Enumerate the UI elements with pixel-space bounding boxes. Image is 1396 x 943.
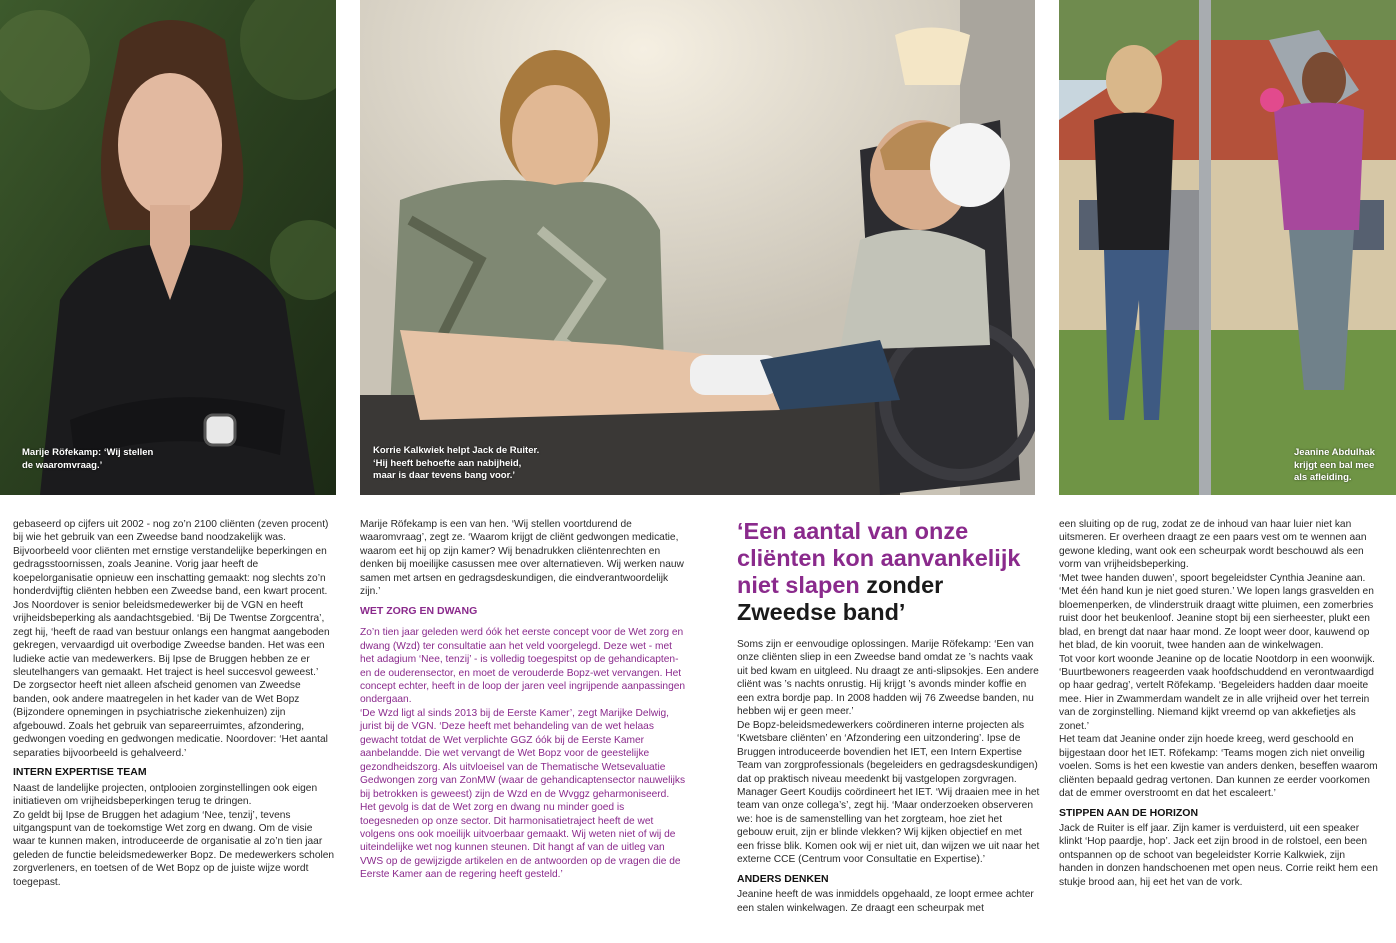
caption-line: de waaromvraag.’ — [22, 459, 103, 471]
caption-line: ‘Hij heeft behoefte aan nabijheid, — [373, 457, 522, 469]
section-heading: ANDERS DENKEN — [737, 872, 829, 885]
paragraph: Jack de Ruiter is elf jaar. Zijn kamer is verduisterd, uit een speaker klinkt ‘Hop paardje, hop’. Jack eet zijn brood in de rolstoel, een been ontspannen op de schoot van begeleidster Korrie Kalkwiek, zijn handen in donzen handschoenen met open neus. Corrie reikt hem een stukje brood aan, hij eet het van de vork. — [1059, 822, 1378, 888]
paragraph: Zo geldt bij Ipse de Bruggen het adagium ‘Nee, tenzij’, tevens uitgangspunt van de toekomstige Wet zorg en dwang. Om de visie waar te kunnen maken, introduceerde de organisatie al zo’n tien jaar geleden de functie beleidsmedewerker Bopz. De medewerkers scholen zorgverleners, en toetsen of de Wet Bopz op de juiste wijze wordt toegepast. — [13, 809, 335, 888]
section-heading: STIPPEN AAN DE HORIZON — [1059, 806, 1199, 819]
highlight-paragraph: ‘De Wzd ligt al sinds 2013 bij de Eerste Kamer’, zegt Marijke Delwig, jurist bij de VGN. ‘Deze heeft met behandeling van de wet helaas gewacht totdat de Wet verplichte GGZ óók bij de Eerste Kamer aanbelandde. Die wet vervangt de Wet Bopz voor de geestelijke gezondheidszorg. Als uitvloeisel van de Thematische Wetsevaluatie Gedwongen zorg van ZonMW (waar de gehandicaptensector nauwelijks bij betrokken is geweest) zijn de Wzd en de Wvggz geharmoniseerd. Het gevolg is dat de Wet zorg en dwang nu minder goed is toegesneden op onze sector. Dit harmonisatietraject heeft de wet volgens ons ook moeilijk uitvoerbaar gemaakt. Wij weten niet of wij de uiteindelijke wet nog kunnen steunen. Dit hangt af van de uitleg van VWS op de gewijzigde artikelen en de antwoorden op de vragen die de Eerste Kamer aan de regering heeft gesteld.’ — [360, 707, 686, 881]
caption-line: maar is daar tevens bang voor.’ — [373, 470, 516, 481]
caption-line: Marije Röfekamp: ‘Wij stellen — [22, 447, 154, 458]
photo-marije-rofekamp — [0, 0, 336, 495]
pull-quote-rest: zonder Zweedse band’ — [737, 572, 944, 625]
pull-quote — [737, 518, 1040, 626]
paragraph: ‘Met twee handen duwen’, spoort begeleidster Cynthia Jeanine aan. ‘Met één hand kun je niet goed sturen.’ We lopen langs grasvelden en bloemenperken, de vlinderstruik draagt witte pluimen, een zomerbries ruist door het beukenloof. Jeanine stopt bij een sierheester, plukt een blad, en brengt dat naar haar mond. Ze loopt weer door, kauwend op het blad, de kin vooruit, twee handen aan de winkelwagen. — [1059, 572, 1374, 652]
photo-jeanine-abdulhak — [1059, 0, 1396, 495]
caption-line: Jeanine Abdulhak — [1294, 447, 1375, 458]
paragraph: Marije Röfekamp is een van hen. ‘Wij stellen voortdurend de waaromvraag’, zegt ze. ‘Waarom krijgt de cliënt gedwongen medicatie, waarom eet hij op zijn kamer? Wij benadrukken cliëntenrechten en denken bij moeilijke casussen mee over alternatieven. Wij werken nauw samen met artsen en gedragsdeskundigen, die eindverantwoordelijk zijn.’ — [360, 519, 684, 598]
paragraph: gebaseerd op cijfers uit 2002 - nog zo’n 2100 cliënten (zeven procent) bij wie het gebruik van een Zweedse band noodzakelijk was. Bijvoorbeeld voor cliënten met ernstige verstandelijke beperkingen en gedragsstoornissen, zoals Jeanine. Vorig jaar heeft de koepelorganisatie opnieuw een inschatting gemaakt: nog slechts zo’n honderdvijftig cliënten hebben een Zweedse band, een kwart procent. — [13, 519, 329, 598]
photo-caption-1 — [22, 447, 153, 472]
paragraph: De zorgsector heeft niet alleen afscheid genomen van Zweedse banden, ook andere maatregelen in het kader van de Wet Bopz (Bijzondere opnemingen in psychiatrische ziekenhuizen) zijn afgebouwd. Zoals het gebruik van separeerruimtes, afzondering, gedwongen voeding en gedwongen medicatie. Noordover: ‘Het aantal separaties bijvoorbeeld is gehalveerd.’ — [13, 680, 328, 759]
paragraph: Het team dat Jeanine onder zijn hoede kreeg, werd geschoold en bijgestaan door het IET. Röfekamp: ‘Teams mogen zich niet onveilig voelen. Soms is het een kwestie van anders denken, beseffen waarom cliënten bepaald gedrag vertonen. Dan kunnen ze eerder voorkomen dat de emmer overstroomt en dat het escaleert.’ — [1059, 734, 1378, 800]
pull-quote-highlight: ‘Een aantal van onze cliënten kon aanvankelijk niet slapen — [737, 518, 1021, 598]
paragraph: Tot voor kort woonde Jeanine op de locatie Nootdorp in een woonwijk. ‘Buurtbewoners reageerden vaak hoofdschuddend en verontwaardigd op haar gedrag’, vertelt Röfekamp. ‘Begeleiders hadden daar moeite mee. Hier in Zwammerdam wandelt ze in alle vrijheid over het terrein van de zorginstelling. Niemand kijkt vreemd op van akkefietjes als zonet.’ — [1059, 653, 1376, 732]
section-heading: WET ZORG EN DWANG — [360, 604, 478, 617]
caption-line: als afleiding. — [1294, 472, 1352, 483]
photo-korrie-jack — [360, 0, 1035, 495]
highlight-paragraph: Zo’n tien jaar geleden werd óók het eerste concept voor de Wet zorg en dwang (Wzd) ter consultatie aan het veld voorgelegd. Deze wet - met het adagium ‘Nee, tenzij’ - is volledig toegespitst op de gehandicapten- en de ouderensector, en moet de verouderde Bopz-wet vervangen. Het concept echter, heeft in de loop der jaren veel ingrijpende aanpassingen ondergaan. — [360, 627, 686, 706]
paragraph: De Bopz-beleidsmedewerkers coördineren interne projecten als ‘Kwetsbare cliënten’ en ‘Afzondering een uitzondering’. Ipse de Bruggen introduceerde bovendien het IET, een Intern Expertise Team van zorgprofessionals (begeleiders en gedragsdeskundigen) dat op praktisch niveau meedenkt bij vastgelopen zorgvragen. Manager Geert Koudijs coördineert het IET. ‘Wij draaien mee in het team van onze collega’s’, zegt hij. ‘Maar onderzoeken observeren we: hoe is de samenstelling van het zorgteam, hoe ziet het gebouw eruit, zijn er blinde vlekken? Wij kijken objectief en met een frisse blik. Komen ook wij er niet uit, dan wijzen we uit naar het externe CCE (Centrum voor Consultatie en Expertise).’ — [737, 719, 1040, 866]
paragraph: Jos Noordover is senior beleidsmedewerker bij de VGN en heeft vrijheidsbeperking als aandachtsgebied. ‘Bij De Twentse Zorgcentra’, zegt hij, ‘heeft de raad van bestuur onlangs een hangmat aangeboden gekregen, vervaardigd uit overbodige Zweedse banden. Het was een ludieke actie van medewerkers. Bij Ipse de Bruggen hebben ze er sleutelhangers van gemaakt. Het traject is heel succesvol geweest.’ — [13, 599, 330, 678]
paragraph: Soms zijn er eenvoudige oplossingen. Marije Röfekamp: ‘Een van onze cliënten sliep in een Zweedse band omdat ze ’s nachts vaak uit bed kwam en uitgleed. Nu draagt ze anti-slipsokjes. Een andere cliënt was ’s nachts onrustig. Hij krijgt ’s avonds minder koffie en een extra bordje pap. In 2008 hadden wij 76 Zweedse banden, nu hebben wij er geen meer.’ — [737, 639, 1039, 718]
article-column-1 — [13, 518, 336, 889]
section-heading: INTERN EXPERTISE TEAM — [13, 766, 147, 779]
article-column-3 — [737, 518, 1040, 915]
paragraph: Jeanine heeft de was inmiddels opgehaald, ze loopt ermee achter een stalen winkelwagen. Ze draagt een scheurpak met — [737, 889, 1034, 914]
caption-line: krijgt een bal mee — [1294, 459, 1375, 471]
photo-caption-2 — [373, 445, 539, 483]
article-column-2 — [360, 518, 686, 882]
paragraph: Naast de landelijke projecten, ontplooien zorginstellingen ook eigen initiatieven om vrijheidsbeperkingen terug te dringen. — [13, 782, 318, 808]
caption-line: Korrie Kalkwiek helpt Jack de Ruiter. — [373, 445, 540, 456]
article-column-4 — [1059, 518, 1381, 889]
photo-caption-3 — [1294, 447, 1375, 485]
paragraph: een sluiting op de rug, zodat ze de inhoud van haar luier niet kan uitsmeren. Er overheen draagt ze een paars vest om te wennen aan gewone kleding, want ook een scheurpak wordt beschouwd als een vorm van vrijheidsbeperking. — [1059, 519, 1367, 571]
